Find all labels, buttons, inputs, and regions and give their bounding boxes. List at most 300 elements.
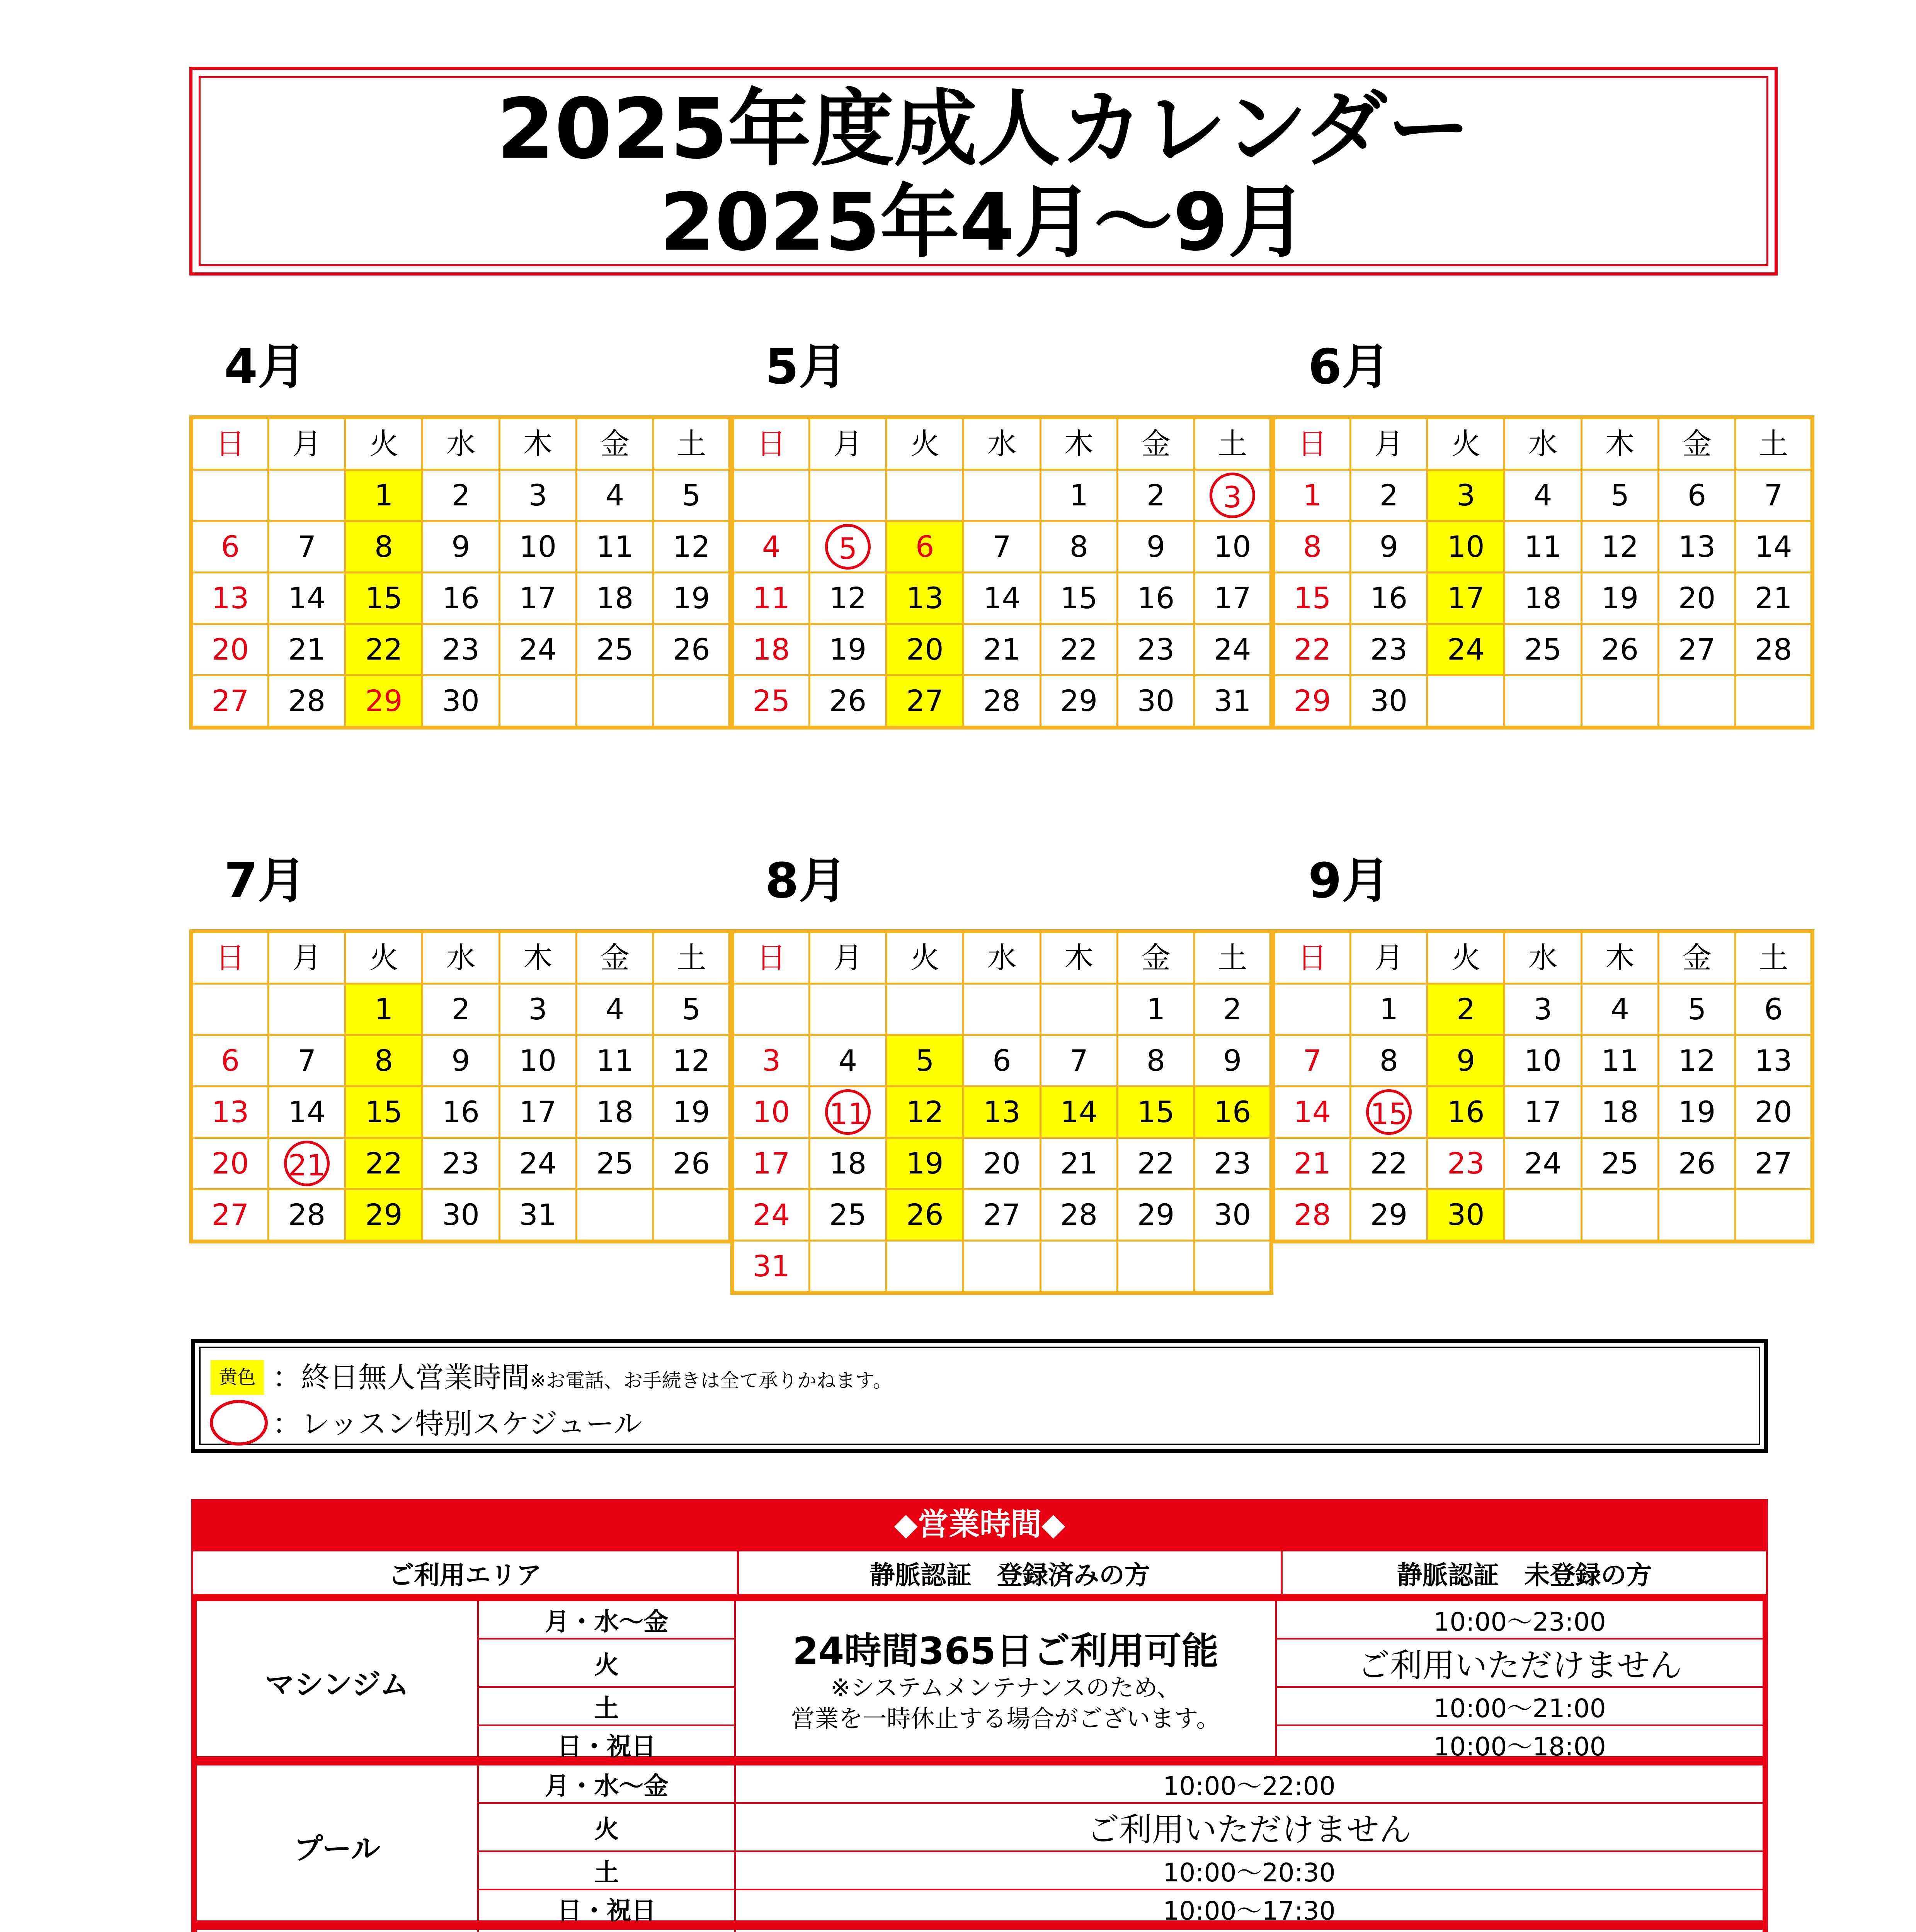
day-cell bbox=[1195, 573, 1271, 624]
day-number: 21 bbox=[1060, 1146, 1098, 1180]
day-number: 22 bbox=[1060, 632, 1098, 667]
weekday-header: 金 bbox=[1658, 417, 1735, 470]
day-cell bbox=[345, 1189, 422, 1242]
day-number: 12 bbox=[672, 529, 710, 564]
day-number: 19 bbox=[906, 1146, 944, 1180]
weekday-header: 月 bbox=[809, 931, 886, 984]
day-cell bbox=[809, 1035, 886, 1087]
day-cell bbox=[887, 521, 963, 573]
day-cell bbox=[422, 1087, 499, 1138]
weekday-header: 火 bbox=[887, 931, 963, 984]
weekday-header: 土 bbox=[653, 417, 730, 470]
day-cell bbox=[963, 1087, 1040, 1138]
day-cell bbox=[963, 624, 1040, 675]
day-label: 土 bbox=[478, 1851, 735, 1889]
day-cell bbox=[191, 1087, 268, 1138]
day-cell bbox=[1736, 984, 1812, 1035]
day-number: 13 bbox=[906, 581, 944, 615]
day-number: 11 bbox=[752, 581, 790, 615]
day-cell bbox=[191, 521, 268, 573]
day-number: 7 bbox=[1764, 478, 1783, 512]
weekday-header: 水 bbox=[1504, 417, 1581, 470]
day-number: 12 bbox=[1601, 529, 1639, 564]
registered-main: 24時間365日ご利用可能 bbox=[793, 1629, 1218, 1673]
weekday-header: 月 bbox=[1350, 931, 1427, 984]
empty-cell bbox=[963, 1241, 1040, 1293]
day-cell bbox=[345, 573, 422, 624]
day-number: 9 bbox=[1146, 529, 1166, 564]
day-cell bbox=[1350, 470, 1427, 521]
day-number: 11 bbox=[596, 529, 634, 564]
day-cell bbox=[1504, 573, 1581, 624]
day-cell bbox=[1195, 1035, 1271, 1087]
day-number: 21 bbox=[1293, 1146, 1331, 1180]
day-number: 21 bbox=[288, 632, 326, 667]
month-label: 7月 bbox=[224, 853, 306, 909]
day-cell bbox=[422, 624, 499, 675]
empty-cell bbox=[809, 470, 886, 521]
month-label: 6月 bbox=[1308, 339, 1390, 395]
section-gym bbox=[191, 1596, 1768, 1760]
day-number: 27 bbox=[211, 684, 249, 718]
weekday-header: 日 bbox=[1273, 417, 1350, 470]
empty-cell bbox=[1195, 1241, 1271, 1293]
day-cell bbox=[963, 1035, 1040, 1087]
weekday-header: 木 bbox=[499, 931, 576, 984]
day-number: 17 bbox=[1447, 581, 1485, 615]
weekday-header: 月 bbox=[268, 931, 345, 984]
day-number: 7 bbox=[297, 1043, 316, 1078]
day-number: 26 bbox=[1678, 1146, 1716, 1180]
day-number: 1 bbox=[1069, 478, 1088, 512]
empty-cell bbox=[191, 470, 268, 521]
empty-cell bbox=[576, 675, 653, 728]
day-number: 22 bbox=[365, 632, 403, 667]
day-cell bbox=[576, 1035, 653, 1087]
day-number: 20 bbox=[983, 1146, 1021, 1180]
day-number: 10 bbox=[519, 529, 557, 564]
empty-cell bbox=[1040, 1241, 1117, 1293]
day-number: 9 bbox=[1223, 1043, 1242, 1078]
day-cell bbox=[1350, 1189, 1427, 1242]
calendar-july bbox=[189, 929, 732, 1243]
weekday-header: 木 bbox=[499, 417, 576, 470]
day-cell bbox=[268, 675, 345, 728]
day-number: 27 bbox=[1754, 1146, 1792, 1180]
day-number: 9 bbox=[451, 529, 470, 564]
day-cell bbox=[732, 573, 809, 624]
day-cell bbox=[1117, 1035, 1194, 1087]
day-number: 10 bbox=[752, 1095, 790, 1129]
day-number: 2 bbox=[451, 992, 470, 1026]
day-cell bbox=[1040, 1087, 1117, 1138]
empty-cell bbox=[732, 984, 809, 1035]
day-number: 22 bbox=[1137, 1146, 1175, 1180]
day-cell bbox=[422, 521, 499, 573]
day-number: 19 bbox=[1601, 581, 1639, 615]
weekday-header: 日 bbox=[732, 417, 809, 470]
day-cell bbox=[653, 1035, 730, 1087]
time-cell: 10:00～17:30 bbox=[735, 1889, 1763, 1928]
day-number: 8 bbox=[1146, 1043, 1166, 1078]
day-cell bbox=[1428, 1189, 1504, 1242]
day-number: 8 bbox=[374, 529, 393, 564]
day-cell bbox=[1195, 1087, 1271, 1138]
month-label: 8月 bbox=[765, 853, 847, 909]
day-number: 20 bbox=[1678, 581, 1716, 615]
section-locker bbox=[191, 1924, 1768, 1932]
day-number: 9 bbox=[451, 1043, 470, 1078]
day-number: 13 bbox=[211, 1095, 249, 1129]
day-number: 10 bbox=[1213, 529, 1251, 564]
day-cell bbox=[1195, 521, 1271, 573]
day-number: 18 bbox=[829, 1146, 867, 1180]
day-number: 1 bbox=[374, 478, 393, 512]
time-cell: ご利用いただけません bbox=[1276, 1639, 1763, 1687]
day-number: 25 bbox=[1601, 1146, 1639, 1180]
weekday-header: 土 bbox=[653, 931, 730, 984]
day-cell bbox=[191, 675, 268, 728]
time-cell: 10:00～18:00 bbox=[1276, 1725, 1763, 1764]
day-number: 13 bbox=[1754, 1043, 1792, 1078]
day-cell bbox=[963, 573, 1040, 624]
weekday-header: 土 bbox=[1736, 417, 1812, 470]
weekday-header: 水 bbox=[422, 931, 499, 984]
day-cell bbox=[1273, 1035, 1350, 1087]
day-cell bbox=[268, 1087, 345, 1138]
day-cell bbox=[1195, 984, 1271, 1035]
day-number: 23 bbox=[1213, 1146, 1251, 1180]
day-cell bbox=[499, 1138, 576, 1189]
day-cell bbox=[1581, 984, 1658, 1035]
day-number: 4 bbox=[838, 1043, 858, 1078]
day-number: 30 bbox=[442, 684, 480, 718]
day-cell bbox=[1350, 1087, 1427, 1138]
weekday-header: 火 bbox=[887, 417, 963, 470]
day-cell bbox=[1273, 624, 1350, 675]
day-number: 13 bbox=[1678, 529, 1716, 564]
day-cell bbox=[732, 521, 809, 573]
day-cell bbox=[963, 675, 1040, 728]
day-cell bbox=[809, 624, 886, 675]
day-cell bbox=[1117, 470, 1194, 521]
empty-cell bbox=[576, 1189, 653, 1242]
day-cell bbox=[653, 573, 730, 624]
day-number: 24 bbox=[519, 1146, 557, 1180]
day-number: 23 bbox=[442, 1146, 480, 1180]
empty-cell bbox=[809, 1241, 886, 1293]
day-cell bbox=[1581, 1138, 1658, 1189]
day-number: 6 bbox=[221, 529, 240, 564]
registered-note2: 営業を一時休止する場合がございます。 bbox=[791, 1704, 1220, 1733]
weekday-header: 火 bbox=[345, 417, 422, 470]
day-number: 14 bbox=[983, 581, 1021, 615]
header-registered: 静脈認証 登録済みの方 bbox=[738, 1551, 1282, 1595]
day-number: 26 bbox=[672, 1146, 710, 1180]
day-number: 14 bbox=[1293, 1095, 1331, 1129]
weekday-header: 月 bbox=[809, 417, 886, 470]
time-cell: 10:00～21:00 bbox=[1276, 1687, 1763, 1725]
day-number: 24 bbox=[752, 1197, 790, 1232]
empty-cell bbox=[732, 470, 809, 521]
day-cell bbox=[1736, 624, 1812, 675]
day-cell bbox=[345, 1087, 422, 1138]
weekday-header: 水 bbox=[963, 931, 1040, 984]
day-number: 1 bbox=[374, 992, 393, 1026]
day-number: 17 bbox=[519, 1095, 557, 1129]
day-cell bbox=[887, 1035, 963, 1087]
legend-yellow-label: ：終日無人営業時間 bbox=[272, 1361, 530, 1394]
day-number: 29 bbox=[1370, 1197, 1408, 1232]
day-cell bbox=[1581, 1035, 1658, 1087]
day-cell bbox=[1504, 470, 1581, 521]
day-label: 日・祝日 bbox=[478, 1725, 735, 1764]
day-number: 23 bbox=[442, 632, 480, 667]
day-cell bbox=[732, 675, 809, 728]
day-cell bbox=[887, 1138, 963, 1189]
day-number: 24 bbox=[1447, 632, 1485, 667]
day-number: 12 bbox=[1678, 1043, 1716, 1078]
day-cell bbox=[809, 1138, 886, 1189]
empty-cell bbox=[1736, 1189, 1812, 1242]
day-number: 27 bbox=[1678, 632, 1716, 667]
day-cell bbox=[268, 573, 345, 624]
day-cell bbox=[1736, 470, 1812, 521]
day-number: 26 bbox=[829, 684, 867, 718]
day-cell bbox=[345, 984, 422, 1035]
day-number: 11 bbox=[825, 1089, 871, 1135]
day-cell bbox=[1504, 624, 1581, 675]
day-cell bbox=[345, 1138, 422, 1189]
empty-cell bbox=[1428, 675, 1504, 728]
weekday-header: 木 bbox=[1040, 417, 1117, 470]
day-number: 30 bbox=[1447, 1197, 1485, 1232]
day-number: 22 bbox=[365, 1146, 403, 1180]
empty-cell bbox=[1581, 1189, 1658, 1242]
empty-cell bbox=[963, 984, 1040, 1035]
day-cell bbox=[499, 1035, 576, 1087]
registered-note1: ※システムメンテナンスのため、 bbox=[830, 1673, 1181, 1702]
day-number: 5 bbox=[825, 524, 871, 570]
day-number: 30 bbox=[442, 1197, 480, 1232]
weekday-header: 木 bbox=[1040, 931, 1117, 984]
day-cell bbox=[1658, 1035, 1735, 1087]
day-number: 6 bbox=[221, 1043, 240, 1078]
day-cell bbox=[1040, 1138, 1117, 1189]
day-number: 1 bbox=[1146, 992, 1166, 1026]
day-number: 18 bbox=[596, 1095, 634, 1129]
day-number: 29 bbox=[1293, 684, 1331, 718]
day-number: 3 bbox=[528, 478, 547, 512]
day-cell bbox=[1428, 1138, 1504, 1189]
day-number: 18 bbox=[1601, 1095, 1639, 1129]
day-cell bbox=[576, 984, 653, 1035]
day-number: 8 bbox=[374, 1043, 393, 1078]
day-number: 4 bbox=[1610, 992, 1629, 1026]
day-cell bbox=[1117, 1189, 1194, 1241]
day-number: 27 bbox=[211, 1197, 249, 1232]
day-number: 10 bbox=[519, 1043, 557, 1078]
day-number: 10 bbox=[1447, 529, 1485, 564]
day-number: 1 bbox=[1379, 992, 1399, 1026]
day-number: 7 bbox=[1303, 1043, 1322, 1078]
day-cell bbox=[1428, 984, 1504, 1035]
day-cell bbox=[499, 1189, 576, 1242]
day-number: 24 bbox=[519, 632, 557, 667]
day-number: 16 bbox=[1447, 1095, 1485, 1129]
day-cell bbox=[1350, 521, 1427, 573]
day-number: 18 bbox=[1524, 581, 1562, 615]
day-cell bbox=[1428, 521, 1504, 573]
day-number: 8 bbox=[1379, 1043, 1399, 1078]
empty-cell bbox=[963, 470, 1040, 521]
day-number: 29 bbox=[1137, 1197, 1175, 1232]
day-label: 月・水～金 bbox=[478, 1600, 735, 1639]
day-number: 15 bbox=[365, 1095, 403, 1129]
empty-cell bbox=[887, 984, 963, 1035]
day-cell bbox=[653, 1087, 730, 1138]
time-cell: 10:00～23:00 bbox=[1276, 1600, 1763, 1639]
weekday-header: 火 bbox=[1428, 931, 1504, 984]
day-number: 21 bbox=[284, 1141, 330, 1186]
day-cell bbox=[268, 1138, 345, 1189]
day-cell bbox=[345, 1035, 422, 1087]
day-cell bbox=[1273, 1189, 1350, 1242]
calendar-may bbox=[730, 415, 1273, 730]
title-box bbox=[189, 67, 1778, 276]
day-number: 3 bbox=[762, 1043, 781, 1078]
day-number: 12 bbox=[906, 1095, 944, 1129]
day-number: 18 bbox=[596, 581, 634, 615]
day-cell bbox=[1504, 521, 1581, 573]
day-cell bbox=[1736, 521, 1812, 573]
day-number: 28 bbox=[983, 684, 1021, 718]
day-number: 14 bbox=[288, 581, 326, 615]
weekday-header: 月 bbox=[1350, 417, 1427, 470]
day-cell bbox=[345, 470, 422, 521]
day-cell bbox=[268, 521, 345, 573]
day-cell bbox=[345, 521, 422, 573]
weekday-header: 日 bbox=[1273, 931, 1350, 984]
day-number: 5 bbox=[1610, 478, 1629, 512]
day-cell bbox=[1350, 675, 1427, 728]
day-cell bbox=[1428, 1035, 1504, 1087]
day-cell bbox=[1581, 573, 1658, 624]
day-number: 19 bbox=[672, 1095, 710, 1129]
day-number: 8 bbox=[1069, 529, 1088, 564]
day-number: 27 bbox=[906, 684, 944, 718]
day-cell bbox=[809, 573, 886, 624]
day-number: 4 bbox=[1533, 478, 1552, 512]
day-cell bbox=[1658, 573, 1735, 624]
day-number: 7 bbox=[297, 529, 316, 564]
day-number: 16 bbox=[1137, 581, 1175, 615]
day-cell bbox=[887, 573, 963, 624]
day-cell bbox=[1736, 1138, 1812, 1189]
day-number: 15 bbox=[1060, 581, 1098, 615]
day-cell bbox=[1040, 624, 1117, 675]
day-cell bbox=[653, 521, 730, 573]
day-number: 14 bbox=[288, 1095, 326, 1129]
day-number: 4 bbox=[762, 529, 781, 564]
day-cell bbox=[1350, 624, 1427, 675]
day-cell bbox=[191, 573, 268, 624]
day-cell bbox=[1350, 573, 1427, 624]
day-cell bbox=[1350, 1035, 1427, 1087]
day-cell bbox=[732, 624, 809, 675]
area-pool: プール bbox=[196, 1765, 478, 1928]
day-number: 19 bbox=[829, 632, 867, 667]
day-cell bbox=[1736, 1087, 1812, 1138]
day-number: 17 bbox=[1213, 581, 1251, 615]
empty-cell bbox=[1736, 675, 1812, 728]
day-number: 11 bbox=[1601, 1043, 1639, 1078]
empty-cell bbox=[1504, 1189, 1581, 1242]
empty-cell bbox=[1040, 984, 1117, 1035]
day-number: 3 bbox=[528, 992, 547, 1026]
day-number: 29 bbox=[365, 684, 403, 718]
day-cell bbox=[576, 1138, 653, 1189]
day-number: 25 bbox=[829, 1197, 867, 1232]
day-number: 29 bbox=[1060, 684, 1098, 718]
day-cell bbox=[576, 470, 653, 521]
day-cell bbox=[1273, 573, 1350, 624]
day-cell bbox=[499, 624, 576, 675]
day-number: 15 bbox=[1137, 1095, 1175, 1129]
day-cell bbox=[1040, 470, 1117, 521]
day-cell bbox=[1581, 1087, 1658, 1138]
day-cell bbox=[809, 521, 886, 573]
weekday-header: 水 bbox=[963, 417, 1040, 470]
day-number: 12 bbox=[672, 1043, 710, 1078]
day-cell bbox=[191, 1035, 268, 1087]
month-label: 4月 bbox=[224, 339, 306, 395]
day-number: 16 bbox=[442, 1095, 480, 1129]
day-number: 15 bbox=[1366, 1089, 1412, 1135]
empty-cell bbox=[268, 470, 345, 521]
day-number: 15 bbox=[365, 581, 403, 615]
day-cell bbox=[422, 1138, 499, 1189]
day-cell bbox=[1195, 675, 1271, 728]
day-cell bbox=[1117, 675, 1194, 728]
weekday-header: 金 bbox=[576, 417, 653, 470]
weekday-header: 金 bbox=[576, 931, 653, 984]
month-label: 5月 bbox=[765, 339, 847, 395]
day-number: 23 bbox=[1370, 632, 1408, 667]
day-cell bbox=[191, 1189, 268, 1242]
day-number: 20 bbox=[1754, 1095, 1792, 1129]
day-cell bbox=[1658, 624, 1735, 675]
empty-cell bbox=[1117, 1241, 1194, 1293]
day-cell bbox=[887, 1087, 963, 1138]
day-cell bbox=[1658, 1138, 1735, 1189]
day-cell bbox=[1504, 984, 1581, 1035]
day-number: 12 bbox=[829, 581, 867, 615]
weekday-header: 水 bbox=[422, 417, 499, 470]
day-cell bbox=[887, 624, 963, 675]
day-number: 2 bbox=[1457, 992, 1475, 1026]
day-cell bbox=[1581, 624, 1658, 675]
day-number: 14 bbox=[1754, 529, 1792, 564]
header-area: ご利用エリア bbox=[192, 1551, 738, 1595]
day-number: 21 bbox=[1754, 581, 1792, 615]
month-label: 9月 bbox=[1308, 853, 1390, 909]
day-cell bbox=[1504, 1087, 1581, 1138]
day-number: 5 bbox=[682, 478, 701, 512]
day-number: 19 bbox=[672, 581, 710, 615]
day-cell bbox=[1736, 573, 1812, 624]
day-number: 18 bbox=[752, 632, 790, 667]
